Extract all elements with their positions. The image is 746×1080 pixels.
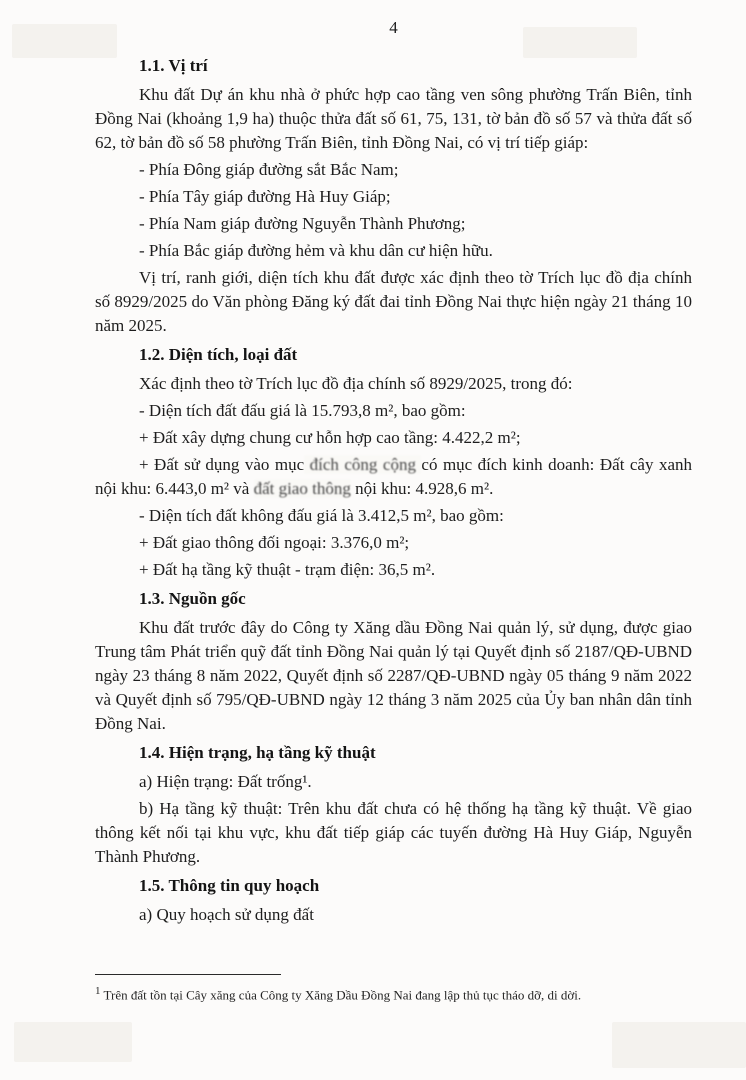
planning-item-a: a) Quy hoạch sử dụng đất bbox=[139, 905, 314, 924]
paragraph-origin: Khu đất trước đây do Công ty Xăng dầu Đồng Nai quản lý, sử dụng, được giao Trung tâm Phát triển quỹ đất tỉnh Đồng Nai quản lý tại Quyết định số 2187/QĐ-UBND ngày 23 tháng 8 năm 2022, Quyết định số 2287/QĐ-UBND ngày 05 tháng 9 năm 2022 và Quyết định số 795/QĐ-UBND ngày 12 tháng 3 năm 2025 của Ủy ban nhân dân tỉnh Đồng Nai. bbox=[95, 618, 692, 733]
section-heading-1-3: 1.3. Nguồn gốc bbox=[139, 589, 246, 608]
footnote bbox=[95, 974, 655, 1004]
footnote-marker: 1 bbox=[95, 985, 101, 997]
scan-smudge-bottom-right bbox=[612, 1022, 746, 1068]
area-item-public-mid: có mục đích kinh doanh: Đất cây xanh nội khu: 6.443,0 m² và bbox=[95, 455, 692, 498]
area-item-infrastructure: + Đất hạ tầng kỹ thuật - trạm điện: 36,5 m². bbox=[139, 560, 436, 579]
boundary-item-east: - Phía Đông giáp đường sắt Bắc Nam; bbox=[139, 160, 399, 179]
footnote-body: Trên đất tồn tại Cây xăng của Công ty Xăng Dầu Đồng Nai đang lập thủ tục tháo dỡ, di dời. bbox=[100, 987, 582, 1003]
page-number: 4 bbox=[389, 18, 398, 37]
area-auction-total: - Diện tích đất đấu giá là 15.793,8 m², bao gồm: bbox=[139, 401, 466, 420]
scan-smudge-top-right bbox=[523, 27, 637, 58]
area-non-auction-total: - Diện tích đất không đấu giá là 3.412,5 m², bao gồm: bbox=[139, 506, 504, 525]
section-heading-1-2: 1.2. Diện tích, loại đất bbox=[139, 345, 298, 364]
section-heading-1-4: 1.4. Hiện trạng, hạ tầng kỹ thuật bbox=[139, 743, 376, 762]
paragraph-area-intro: Xác định theo tờ Trích lục đồ địa chính số 8929/2025, trong đó: bbox=[139, 374, 573, 393]
section-heading-1-1: 1.1. Vị trí bbox=[139, 56, 208, 75]
scan-smudge-top-left bbox=[12, 24, 117, 58]
boundary-item-north: - Phía Bắc giáp đường hẻm và khu dân cư hiện hữu. bbox=[139, 241, 493, 260]
area-item-public-post: nội khu: 4.928,6 m². bbox=[350, 479, 494, 498]
paragraph-survey: Vị trí, ranh giới, diện tích khu đất được xác định theo tờ Trích lục đồ địa chính số 8929/2025 do Văn phòng Đăng ký đất đai tỉnh Đồng Nai thực hiện ngày 21 tháng 10 năm 2025. bbox=[95, 268, 692, 335]
paragraph-location: Khu đất Dự án khu nhà ở phức hợp cao tầng ven sông phường Trấn Biên, tỉnh Đồng Nai (khoảng 1,9 ha) thuộc thửa đất số 61, 75, 131, tờ bản đồ số 57 và thửa đất số 62, tờ bản đồ số 58 phường Trấn Biên, tỉnh Đồng Nai, có vị trí tiếp giáp: bbox=[95, 85, 692, 152]
watermark-obscured-text: đích công cộng bbox=[304, 455, 422, 474]
footnote-text bbox=[95, 982, 655, 1004]
section-heading-1-5: 1.5. Thông tin quy hoạch bbox=[139, 876, 320, 895]
area-item-public-pre: + Đất sử dụng vào mục bbox=[139, 455, 305, 474]
area-item-traffic: + Đất giao thông đối ngoại: 3.376,0 m²; bbox=[139, 533, 410, 552]
status-item-b: b) Hạ tầng kỹ thuật: Trên khu đất chưa có hệ thống hạ tầng kỹ thuật. Về giao thông kết nối tại khu vực, khu đất tiếp giáp các tuyến đường Hà Huy Giáp, Nguyễn Thành Phương. bbox=[95, 799, 692, 866]
boundary-item-west: - Phía Tây giáp đường Hà Huy Giáp; bbox=[139, 187, 391, 206]
watermark-obscured-text-2: đất giao thông bbox=[253, 479, 351, 498]
area-item-apartment: + Đất xây dựng chung cư hỗn hợp cao tầng: 4.422,2 m²; bbox=[139, 428, 521, 447]
area-item-public bbox=[95, 453, 692, 501]
scan-smudge-bottom-left bbox=[14, 1022, 132, 1062]
boundary-item-south: - Phía Nam giáp đường Nguyễn Thành Phương; bbox=[139, 214, 466, 233]
status-item-a: a) Hiện trạng: Đất trống¹. bbox=[139, 772, 312, 791]
footnote-rule bbox=[95, 974, 281, 975]
